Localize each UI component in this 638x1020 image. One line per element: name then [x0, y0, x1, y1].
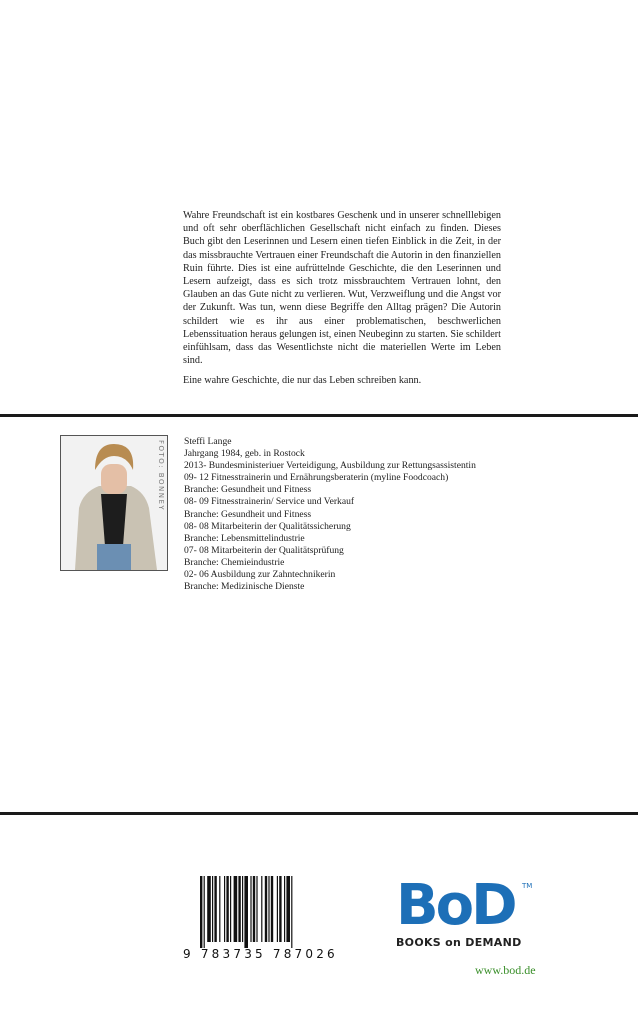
barcode-bar — [238, 876, 240, 942]
barcode-bar — [212, 876, 213, 942]
author-bio — [184, 436, 476, 593]
publisher-tagline: BOOKS on DEMAND — [396, 936, 522, 949]
blurb-paragraph-2: Eine wahre Geschichte, die nur das Leben schreiben kann. — [183, 375, 422, 387]
barcode-bar — [200, 876, 202, 948]
bio-line: Branche: Gesundheit und Fitness — [184, 484, 312, 496]
bio-line: 02- 06 Ausbildung zur Zahntechnikerin — [184, 569, 336, 581]
bio-line: 08- 08 Mitarbeiterin der Qualitätssicherung — [184, 520, 351, 532]
trademark-mark: TM — [522, 882, 533, 890]
bio-line: 07- 08 Mitarbeiterin der Qualitätsprüfung — [184, 544, 344, 556]
barcode-bar — [234, 876, 238, 942]
publisher-url[interactable]: www.bod.de — [475, 963, 536, 977]
barcode-bar — [244, 876, 248, 948]
photo-credit: FOTO: BONNEY — [157, 440, 165, 512]
barcode-bar — [226, 876, 228, 942]
barcode-bar — [271, 876, 273, 942]
barcode-bar — [284, 876, 285, 942]
barcode-bar — [279, 876, 281, 942]
barcode-bar — [286, 876, 290, 942]
author-portrait-image — [61, 436, 167, 570]
barcode-bar — [277, 876, 278, 942]
blurb-paragraph-1: Wahre Freundschaft ist ein kostbares Geschenk und in unserer schnelllebigen und oft sehr oberflächlichen Gesellschaft nicht einfach zu finden. Dieses Buch gibt den Leserinnen und Lesern einen tiefen Einblick in die Zeit, in der das missbrauchte Vertrauen einer Freundschaft die Autorin in den finanziellen Ruin führte. Dies ist eine aufrüttelnde Geschichte, die den Leserinnen und Lesern aufzeigt, dass es sich trotz missbrauchtem Vertrauen lohnt, den Glauben an das Gute nicht zu verlieren. Wut, Verzweiflung und die Angst vor der Zukunft. Was tun, wenn diese Begriffe den Alltag prägen? Die Autorin schildert wie es ihr aus einer problematischen, beschwerlichen Lebenssituation heraus gelungen ist, einen Neubeginn zu starten. Sie schildert einfühlsam, dass das Wesentlichste nicht die materiellen Werte im Leben sind. — [183, 210, 501, 367]
bio-line: 09- 12 Fitnesstrainerin und Ernährungsberaterin (myline Foodcoach) — [184, 472, 449, 484]
top-divider — [0, 414, 638, 417]
bio-line: Steffi Lange — [184, 436, 232, 447]
bio-line: 08- 09 Fitnesstrainerin/ Service und Verkauf — [184, 496, 355, 508]
isbn-barcode — [196, 876, 344, 958]
barcode-bar — [261, 876, 262, 942]
publisher-logo — [396, 873, 536, 958]
barcode-bar — [219, 876, 220, 942]
barcode-bar — [256, 876, 257, 942]
barcode-bar — [224, 876, 225, 942]
barcode-bar — [250, 876, 251, 942]
barcode-bar — [242, 876, 243, 942]
barcode-bar — [204, 876, 205, 948]
bottom-divider — [0, 812, 638, 815]
bod-logo-wordmark: BoD — [396, 873, 515, 938]
bio-line: Branche: Lebensmittelindustrie — [184, 532, 305, 544]
barcode-bar — [214, 876, 216, 942]
barcode-bar — [268, 876, 269, 942]
bio-line: Branche: Gesundheit und Fitness — [184, 508, 312, 520]
isbn-number: 9 783735 787026 — [183, 947, 338, 961]
bio-line: Jahrgang 1984, geb. in Rostock — [184, 448, 305, 460]
back-cover-blurb — [183, 209, 501, 395]
barcode-bar — [291, 876, 292, 948]
barcode-bar — [265, 876, 267, 942]
bio-line: Branche: Chemieindustrie — [184, 556, 285, 568]
bio-line: Branche: Medizinische Dienste — [184, 581, 305, 593]
barcode-bar — [230, 876, 231, 942]
barcode-bar — [253, 876, 255, 942]
barcode-bar — [207, 876, 211, 942]
author-photo — [60, 435, 168, 571]
bio-line: 2013- Bundesministeriuer Verteidigung, Ausbildung zur Rettungsassistentin — [184, 460, 476, 472]
